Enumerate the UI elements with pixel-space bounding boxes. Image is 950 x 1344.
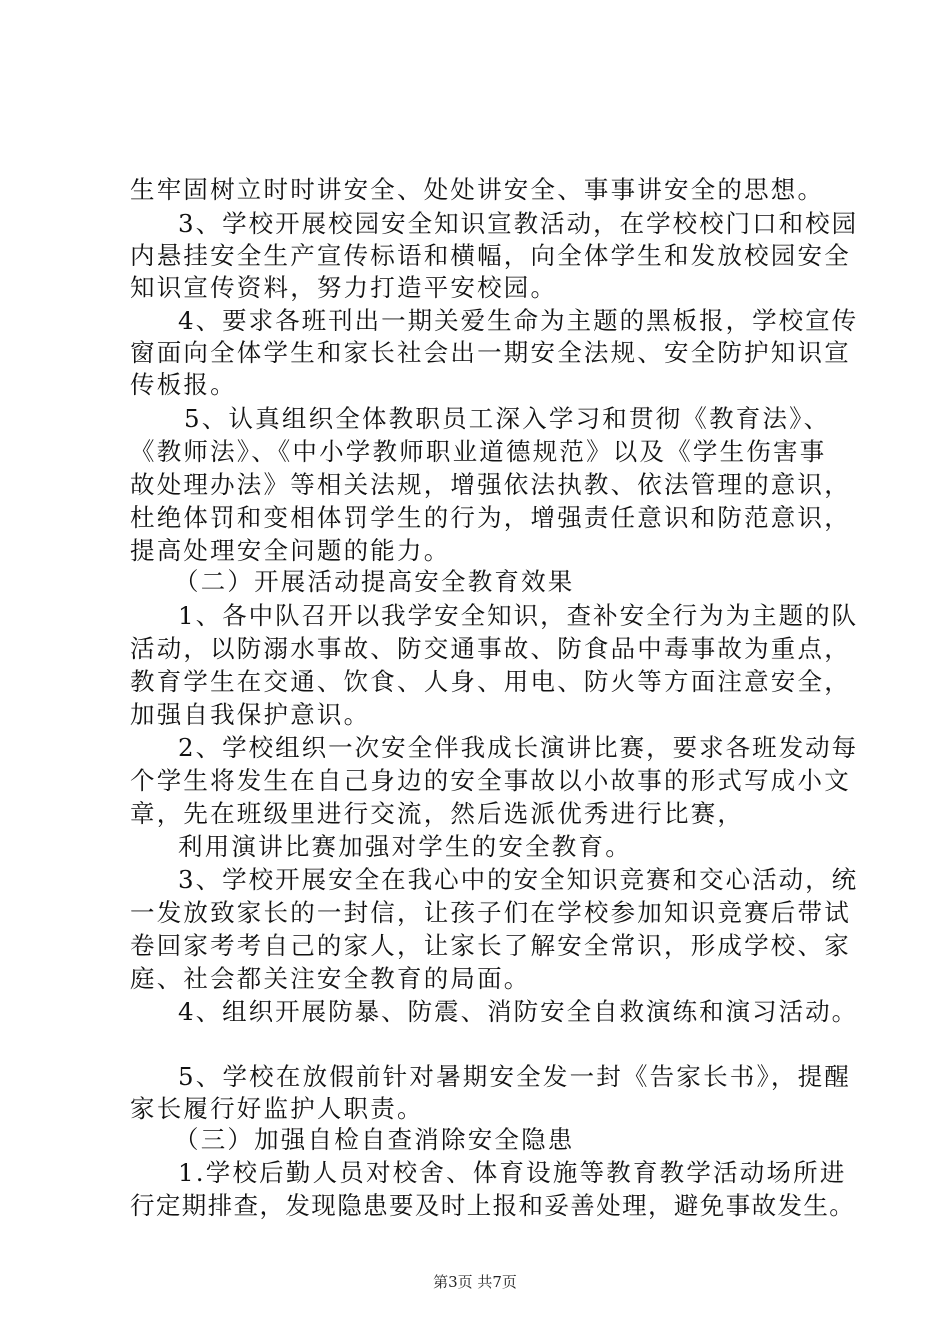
text-line: 3、学校开展安全在我心中的安全知识竞赛和交心活动，统 <box>178 865 859 894</box>
text-line: 行定期排查，发现隐患要及时上报和妥善处理，避免事故发生。 <box>130 1191 856 1220</box>
text-line: 4、要求各班刊出一期关爱生命为主题的黑板报，学校宣传 <box>178 306 859 335</box>
text-line: 生牢固树立时时讲安全、处处讲安全、事事讲安全的思想。 <box>130 175 825 204</box>
text-line: 《教师法》、《中小学教师职业道德规范》以及《学生伤害事 <box>130 437 827 466</box>
text-line: 故处理办法》等相关法规，增强依法执教、依法管理的意识， <box>130 470 851 499</box>
text-line: 加强自我保护意识。 <box>130 700 371 729</box>
text-line: 杜绝体罚和变相体罚学生的行为，增强责任意识和防范意识， <box>130 503 851 532</box>
text-line: 知识宣传资料，努力打造平安校园。 <box>130 273 558 302</box>
text-line: 1、各中队召开以我学安全知识，查补安全行为为主题的队 <box>178 601 859 630</box>
text-line: 3、学校开展校园安全知识宣教活动，在学校校门口和校园 <box>178 209 859 238</box>
text-line: 章，先在班级里进行交流，然后选派优秀进行比赛， <box>130 799 745 828</box>
text-line: 2、学校组织一次安全伴我成长演讲比赛，要求各班发动每 <box>178 733 859 762</box>
text-line: 1.学校后勤人员对校舍、体育设施等教育教学活动场所进 <box>178 1158 847 1187</box>
section-heading: （三）加强自检自查消除安全隐患 <box>174 1125 575 1154</box>
text-line: 提高处理安全问题的能力。 <box>130 536 451 565</box>
text-line: 家长履行好监护人职责。 <box>130 1094 424 1123</box>
text-line: 教育学生在交通、饮食、人身、用电、防火等方面注意安全， <box>130 667 851 696</box>
text-line: 4、组织开展防暴、防震、消防安全自救演练和演习活动。 <box>178 997 859 1026</box>
text-line: 5、学校在放假前针对暑期安全发一封《告家长书》，提醒 <box>178 1062 852 1091</box>
text-line: 庭、社会都关注安全教育的局面。 <box>130 964 531 993</box>
text-line: 利用演讲比赛加强对学生的安全教育。 <box>178 832 632 861</box>
page-number-footer: 第3页 共7页 <box>433 1273 517 1291</box>
text-line: 传板报。 <box>130 370 237 399</box>
text-line: 5、认真组织全体教职员工深入学习和贯彻《教育法》、 <box>184 404 831 433</box>
text-line: 窗面向全体学生和家长社会出一期安全法规、安全防护知识宣 <box>130 338 851 367</box>
text-line: 个学生将发生在自己身边的安全事故以小故事的形式写成小文 <box>130 766 851 795</box>
text-line: 卷回家考考自己的家人，让家长了解安全常识，形成学校、家 <box>130 931 851 960</box>
section-heading: （二）开展活动提高安全教育效果 <box>174 567 575 596</box>
text-line: 内悬挂安全生产宣传标语和横幅，向全体学生和发放校园安全 <box>130 241 851 270</box>
text-line: 一发放致家长的一封信，让孩子们在学校参加知识竞赛后带试 <box>130 898 851 927</box>
text-line: 活动，以防溺水事故、防交通事故、防食品中毒事故为重点， <box>130 634 851 663</box>
